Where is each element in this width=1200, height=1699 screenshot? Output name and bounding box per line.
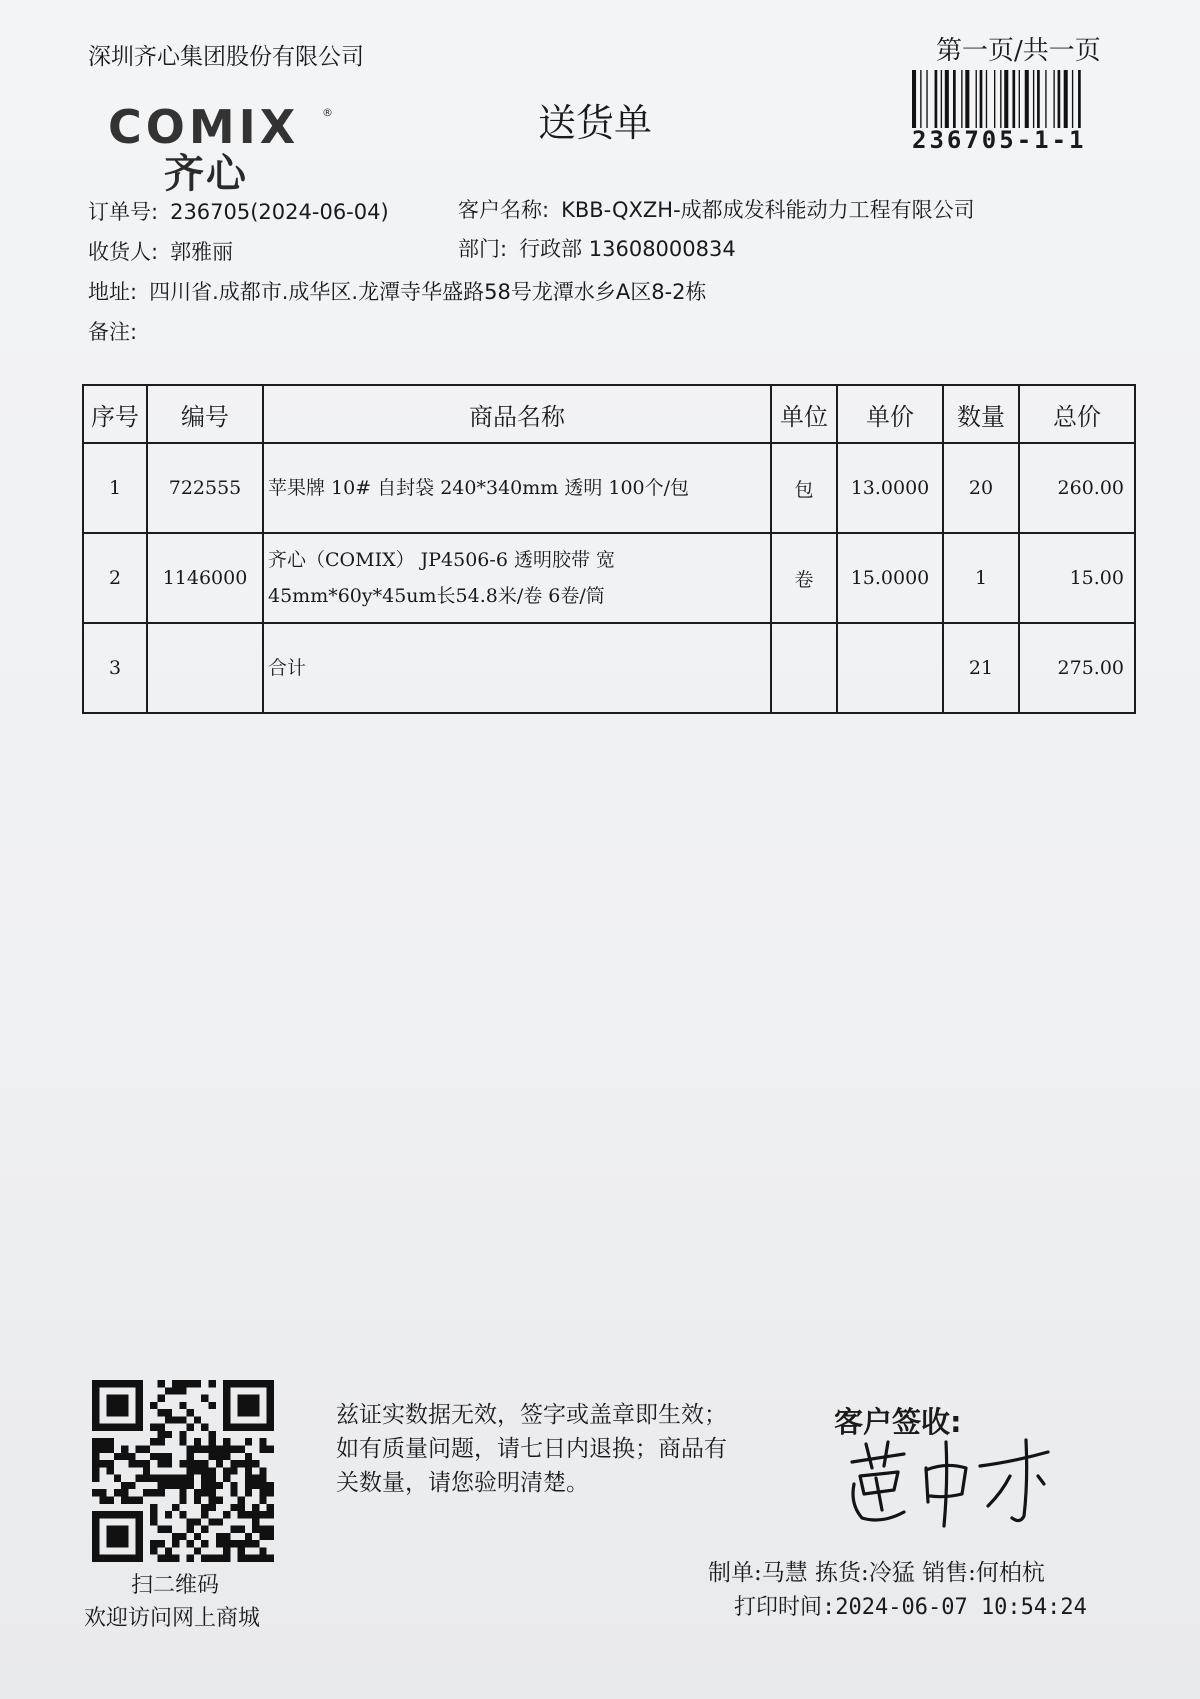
header-unit: 单位: [771, 385, 837, 443]
receiver-field: [88, 236, 233, 266]
cell-unit: [771, 623, 837, 713]
staff-info: 制单:马慧 拣货:冷猛 销售:何柏杭: [708, 1560, 1045, 1586]
items-table: [82, 384, 1136, 714]
table-header-row: [83, 385, 1135, 443]
print-time: 打印时间:2024-06-07 10:54:24: [734, 1595, 1087, 1620]
cell-unit: 卷: [771, 533, 837, 623]
cell-name: [263, 533, 771, 623]
department-field: [458, 233, 736, 263]
cell-price: 15.0000: [837, 533, 943, 623]
qr-caption-shop: 欢迎访问网上商城: [84, 1606, 261, 1631]
customer-value: KBB-QXZH-成都成发科能动力工程有限公司: [561, 198, 975, 222]
cell-unit: 包: [771, 443, 837, 533]
comix-logo: [108, 100, 338, 197]
department-label: 部门:: [458, 237, 508, 261]
table-row: [83, 443, 1135, 533]
cell-total: 260.00: [1019, 443, 1135, 533]
cell-seq: 1: [83, 443, 147, 533]
header-name: 商品名称: [263, 385, 771, 443]
cell-code: 722555: [147, 443, 263, 533]
registered-mark: ®: [322, 106, 333, 119]
address-field: [88, 276, 707, 306]
signature-label: 客户签收:: [834, 1405, 962, 1439]
company-name: 深圳齐心集团股份有限公司: [88, 44, 364, 70]
address-value: 四川省.成都市.成华区.龙潭寺华盛路58号龙潭水乡A区8-2栋: [149, 280, 707, 304]
notice-text: 兹证实数据无效，签字或盖章即生效；如有质量问题，请七日内退换；商品有关数量，请您验明清楚。: [336, 1402, 727, 1496]
remark-label: 备注:: [88, 320, 138, 344]
cell-total: 15.00: [1019, 533, 1135, 623]
cell-seq: 2: [83, 533, 147, 623]
cell-name: [263, 623, 771, 713]
header-price: 单价: [837, 385, 943, 443]
barcode-number: 236705-1-1: [912, 126, 1087, 154]
cell-name-line1: 齐心（COMIX） JP4506-6 透明胶带 宽: [268, 549, 615, 571]
cell-qty: 21: [943, 623, 1019, 713]
cell-name-line1: 合计: [268, 657, 307, 679]
cell-price: 13.0000: [837, 443, 943, 533]
cell-seq: 3: [83, 623, 147, 713]
table-row: [83, 533, 1135, 623]
cell-code: [147, 623, 263, 713]
header-seq: 序号: [83, 385, 147, 443]
header-total: 总价: [1019, 385, 1135, 443]
receiver-label: 收货人:: [88, 240, 159, 264]
order-number-field: [88, 196, 389, 226]
remark-field: [88, 316, 149, 346]
cell-code: 1146000: [147, 533, 263, 623]
header-qty: 数量: [943, 385, 1019, 443]
cell-qty: 1: [943, 533, 1019, 623]
order-number-value: 236705(2024-06-04): [170, 200, 389, 224]
document-title: 送货单: [538, 101, 653, 145]
page-info: 第一页/共一页: [936, 36, 1101, 66]
cell-price: [837, 623, 943, 713]
qr-caption-scan: 扫二维码: [131, 1573, 220, 1598]
cell-total: 275.00: [1019, 623, 1135, 713]
cell-name-line2: 45mm*60y*45um长54.8米/卷 6卷/筒: [268, 585, 605, 607]
header-code: 编号: [147, 385, 263, 443]
logo-english: COMIX: [108, 100, 300, 154]
customer-label: 客户名称:: [458, 198, 550, 222]
department-value: 行政部 13608000834: [519, 237, 736, 261]
cell-qty: 20: [943, 443, 1019, 533]
cell-name-line1: 苹果牌 10# 自封袋 240*340mm 透明 100个/包: [268, 477, 690, 499]
logo-chinese: 齐心: [164, 151, 248, 197]
qr-code-image[interactable]: [92, 1380, 274, 1562]
barcode-image: [912, 70, 1124, 128]
receiver-value: 郭雅丽: [170, 240, 234, 264]
customer-field: [458, 194, 975, 224]
cell-name: [263, 443, 771, 533]
address-label: 地址:: [88, 280, 138, 304]
order-number-label: 订单号:: [88, 200, 159, 224]
handwritten-signature: [842, 1432, 1058, 1528]
table-row-total: [83, 623, 1135, 713]
